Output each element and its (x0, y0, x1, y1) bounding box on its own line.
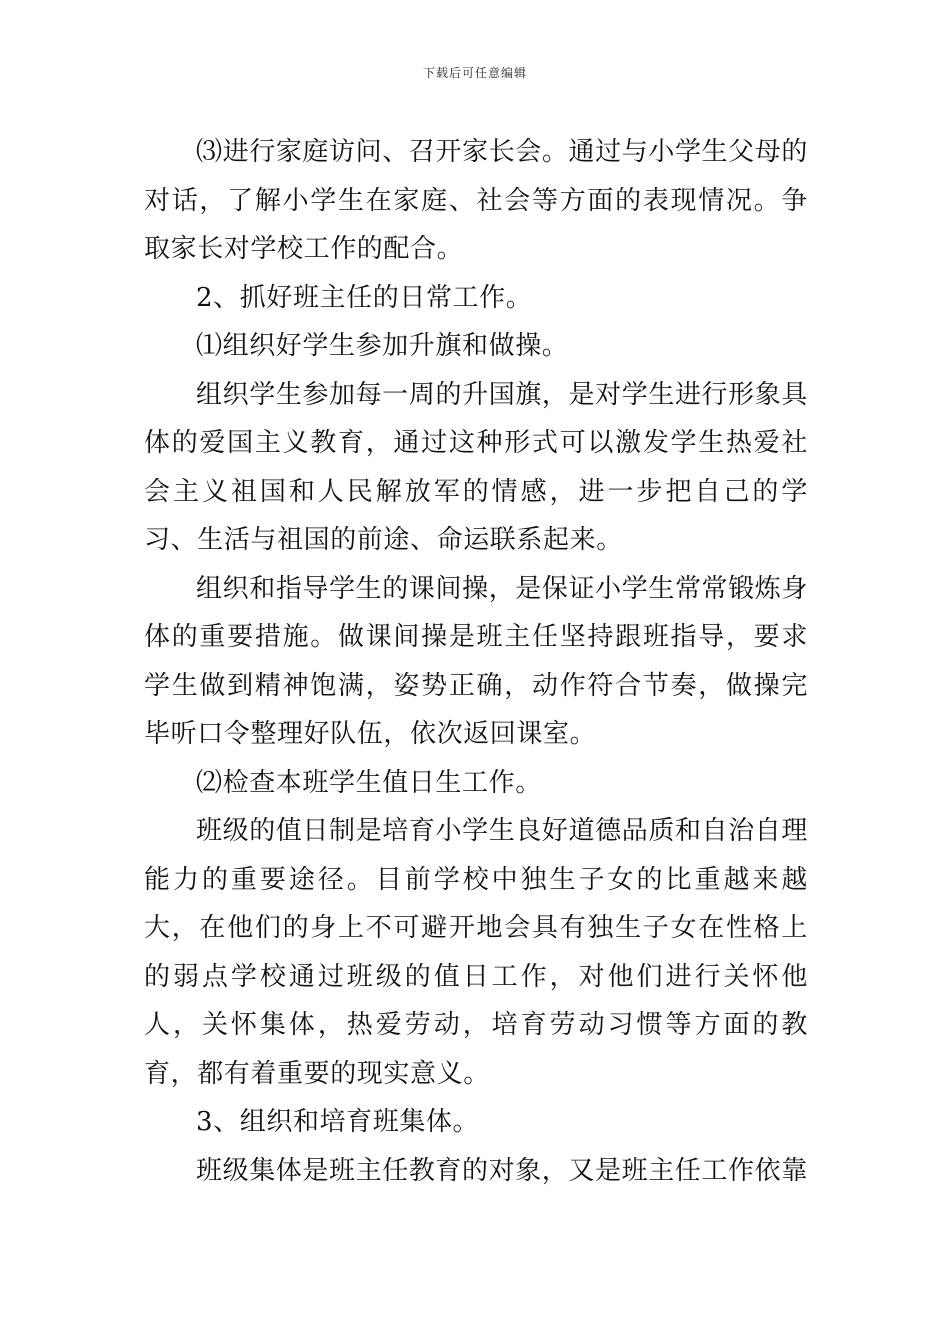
document-body (144, 128, 808, 1195)
paragraph-morning-exercise: 组织和指导学生的课间操，是保证小学生常常锻炼身体的重要措施。做课间操是班主任坚持跟班指导，要求学生做到精神饱满，姿势正确，动作符合节奏，做操完毕听口令整理好队伍，依次返回课室。 (144, 573, 808, 749)
page-header: 下载后可任意编辑 (422, 66, 527, 80)
subheading-flag-and-exercise: ⑴组织好学生参加升旗和做操。 (196, 331, 569, 361)
paragraph-flag-raising: 组织学生参加每一周的升国旗，是对学生进行形象具体的爱国主义教育，通过这种形式可以激发学生热爱社会主义祖国和人民解放军的情感，进一步把自己的学习、生活与祖国的前途、命运联系起来。 (144, 379, 808, 555)
section-heading-daily-work: 2、抓好班主任的日常工作。 (196, 282, 533, 313)
section-heading-class-collective: 3、组织和培育班集体。 (196, 1107, 480, 1137)
paragraph-duty-system: 班级的值日制是培育小学生良好道德品质和自治自理能力的重要途径。目前学校中独生子女的比重越来越大，在他们的身上不可避开地会具有独生子女在性格上的弱点学校通过班级的值日工作，对他们进行关怀他人，关怀集体，热爱劳动，培育劳动习惯等方面的教育，都有着重要的现实意义。 (144, 816, 808, 1089)
paragraph-class-collective: 班级集体是班主任教育的对象，又是班主任工作依靠 (196, 1155, 808, 1186)
paragraph-home-visits: ⑶进行家庭访问、召开家长会。通过与小学生父母的对话，了解小学生在家庭、社会等方面的表现情况。争取家长对学校工作的配合。 (144, 137, 808, 264)
subheading-duty-check: ⑵检查本班学生值日生工作。 (196, 767, 542, 798)
